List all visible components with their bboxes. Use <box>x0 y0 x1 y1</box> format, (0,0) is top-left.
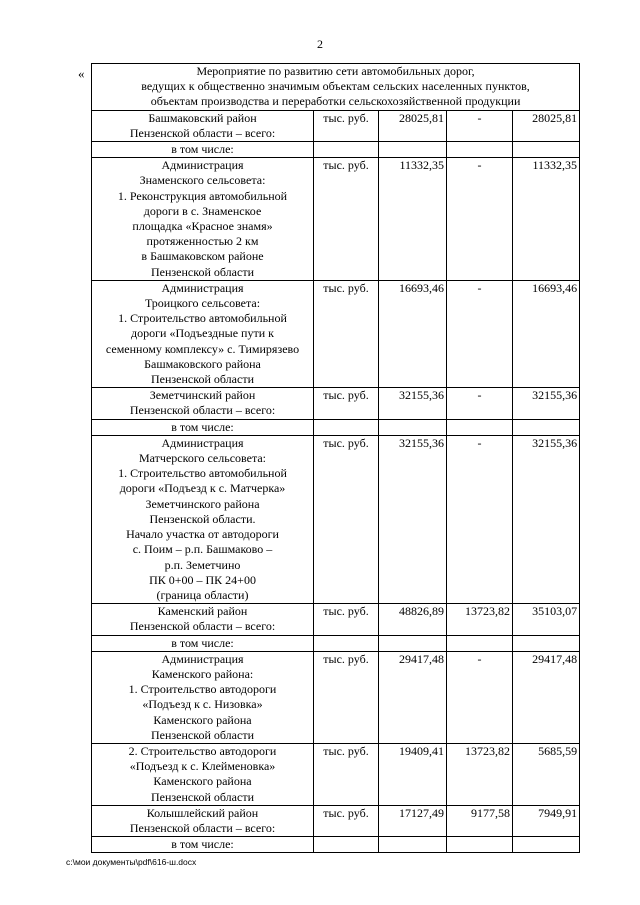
federal-amount-cell: - <box>447 280 513 387</box>
subtotal-label-row <box>92 635 580 651</box>
row-name-line: 1. Строительство автомобильной <box>118 311 287 326</box>
row-name-line: «Подъезд к с. Клейменовка» <box>129 759 276 774</box>
row-name-line: 2. Строительство автодороги <box>128 743 277 758</box>
row-name-line: с. Поим – р.п. Башмаково – <box>132 542 273 557</box>
row-name-line: дороги в с. Знаменское <box>143 203 262 218</box>
row-name-line: протяженностью 2 км <box>146 234 259 249</box>
subtotal-label-row <box>92 419 580 435</box>
federal-amount-cell: - <box>447 435 513 603</box>
row-name-line: дороги «Подъезд к с. Матчерка» <box>119 481 286 496</box>
table-row <box>92 110 580 141</box>
unit-cell: тыс. руб. <box>314 604 379 635</box>
row-name-cell <box>92 805 314 836</box>
row-name-cell <box>92 110 314 141</box>
table-row <box>92 158 580 281</box>
row-name-line: Администрация <box>161 435 244 450</box>
row-name-line: 1. Строительство автодороги <box>128 682 277 697</box>
total-cell: 32155,36 <box>379 435 447 603</box>
federal-amount-cell: - <box>447 388 513 419</box>
row-name-line: р.п. Земетчино <box>164 557 241 572</box>
row-name-line: Земетчинский район <box>149 388 256 403</box>
empty-cell <box>379 419 447 435</box>
empty-cell <box>379 142 447 158</box>
regional-amount-cell: 29417,48 <box>513 651 580 743</box>
row-name-line: семенному комплексу» с. Тимирязево <box>105 341 300 356</box>
row-name-line: Башмаковский район <box>148 110 257 125</box>
row-name-line: 1. Реконструкция автомобильной <box>117 188 288 203</box>
row-name-line: в том числе: <box>171 635 234 650</box>
row-name-line: Пензенской области – всего: <box>129 125 276 140</box>
row-name-line: Администрация <box>161 158 244 173</box>
table-header-row <box>92 64 580 111</box>
unit-cell: тыс. руб. <box>314 280 379 387</box>
row-name-cell <box>92 435 314 603</box>
regional-amount-cell: 16693,46 <box>513 280 580 387</box>
opening-quote-mark: « <box>78 66 85 81</box>
total-cell: 32155,36 <box>379 388 447 419</box>
row-name-cell <box>92 604 314 635</box>
row-name-line: 1. Строительство автомобильной <box>118 466 287 481</box>
row-name-line: Троицкого сельсовета: <box>144 296 261 311</box>
header-line: объектам производства и переработки сельскохозяйственной продукции <box>150 94 521 109</box>
row-name-line: Знаменского сельсовета: <box>139 173 266 188</box>
total-cell: 17127,49 <box>379 805 447 836</box>
row-name-cell <box>92 837 314 853</box>
row-name-line: Пензенской области – всего: <box>129 619 276 634</box>
total-cell: 16693,46 <box>379 280 447 387</box>
regional-amount-cell: 32155,36 <box>513 435 580 603</box>
row-name-line: Пензенской области. <box>149 511 256 526</box>
row-name-line: ПК 0+00 – ПК 24+00 <box>149 572 256 587</box>
row-name-line: дороги «Подъездные пути к <box>131 326 274 341</box>
row-name-line: Матчерского сельсовета: <box>138 451 267 466</box>
table-body <box>92 64 580 853</box>
row-name-line: Каменского района: <box>151 666 254 681</box>
row-name-line: Каменский район <box>157 604 248 619</box>
row-name-line: Каменского района <box>153 774 252 789</box>
total-cell: 19409,41 <box>379 743 447 805</box>
row-name-line: Колышлейский район <box>146 805 259 820</box>
federal-amount-cell: - <box>447 110 513 141</box>
total-cell: 28025,81 <box>379 110 447 141</box>
empty-cell <box>447 837 513 853</box>
row-name-line: Каменского района <box>153 712 252 727</box>
subtotal-label-row <box>92 142 580 158</box>
row-name-cell <box>92 280 314 387</box>
table-row <box>92 435 580 603</box>
table-row <box>92 805 580 836</box>
footer-file-path: c:\мои документы\pdf\616-ш.docx <box>66 857 197 867</box>
header-line: ведущих к общественно значимым объектам сельских населенных пунктов, <box>141 79 530 94</box>
empty-cell <box>513 419 580 435</box>
row-name-line: Начало участка от автодороги <box>126 527 279 542</box>
page-number: 2 <box>317 37 323 51</box>
federal-amount-cell: - <box>447 651 513 743</box>
unit-cell: тыс. руб. <box>314 110 379 141</box>
regional-amount-cell: 7949,91 <box>513 805 580 836</box>
row-name-line: (граница области) <box>156 587 249 602</box>
row-name-line: Пензенской области <box>151 789 254 804</box>
subtotal-label-row <box>92 837 580 853</box>
empty-cell <box>314 142 379 158</box>
row-name-line: в том числе: <box>171 142 234 157</box>
empty-cell <box>513 635 580 651</box>
row-name-line: Башмаковского района <box>144 356 261 371</box>
row-name-line: Пензенской области – всего: <box>129 403 276 418</box>
federal-amount-cell: 9177,58 <box>447 805 513 836</box>
empty-cell <box>379 635 447 651</box>
table-row <box>92 743 580 805</box>
row-name-cell <box>92 388 314 419</box>
empty-cell <box>314 837 379 853</box>
row-name-cell <box>92 419 314 435</box>
header-line: Мероприятие по развитию сети автомобильных дорог, <box>196 64 475 78</box>
row-name-line: площадка «Красное знамя» <box>132 219 273 234</box>
total-cell: 48826,89 <box>379 604 447 635</box>
row-name-line: в Башмаковском районе <box>141 249 264 264</box>
empty-cell <box>314 419 379 435</box>
empty-cell <box>513 837 580 853</box>
road-funding-table <box>91 63 580 853</box>
empty-cell <box>314 635 379 651</box>
empty-cell <box>513 142 580 158</box>
regional-amount-cell: 28025,81 <box>513 110 580 141</box>
row-name-cell <box>92 158 314 281</box>
table-header-cell <box>92 64 580 111</box>
federal-amount-cell: 13723,82 <box>447 604 513 635</box>
row-name-line: Земетчинского района <box>145 496 260 511</box>
table-row <box>92 388 580 419</box>
regional-amount-cell: 5685,59 <box>513 743 580 805</box>
row-name-line: Пензенской области <box>151 727 254 742</box>
federal-amount-cell: 13723,82 <box>447 743 513 805</box>
unit-cell: тыс. руб. <box>314 388 379 419</box>
row-name-line: Пензенской области – всего: <box>129 820 276 835</box>
row-name-line: Администрация <box>161 651 244 666</box>
regional-amount-cell: 11332,35 <box>513 158 580 281</box>
empty-cell <box>379 837 447 853</box>
row-name-cell <box>92 635 314 651</box>
federal-amount-cell: - <box>447 158 513 281</box>
row-name-cell <box>92 651 314 743</box>
table-row <box>92 651 580 743</box>
unit-cell: тыс. руб. <box>314 651 379 743</box>
row-name-line: в том числе: <box>171 419 234 434</box>
regional-amount-cell: 32155,36 <box>513 388 580 419</box>
row-name-cell <box>92 743 314 805</box>
row-name-line: Администрация <box>161 280 244 295</box>
row-name-line: в том числе: <box>171 837 234 852</box>
row-name-line: Пензенской области <box>151 264 254 279</box>
unit-cell: тыс. руб. <box>314 158 379 281</box>
unit-cell: тыс. руб. <box>314 743 379 805</box>
total-cell: 29417,48 <box>379 651 447 743</box>
total-cell: 11332,35 <box>379 158 447 281</box>
table-row <box>92 604 580 635</box>
row-name-line: «Подъезд к с. Низовка» <box>142 697 263 712</box>
empty-cell <box>447 142 513 158</box>
unit-cell: тыс. руб. <box>314 435 379 603</box>
unit-cell: тыс. руб. <box>314 805 379 836</box>
table-row <box>92 280 580 387</box>
row-name-cell <box>92 142 314 158</box>
empty-cell <box>447 635 513 651</box>
regional-amount-cell: 35103,07 <box>513 604 580 635</box>
row-name-line: Пензенской области <box>151 372 254 387</box>
empty-cell <box>447 419 513 435</box>
